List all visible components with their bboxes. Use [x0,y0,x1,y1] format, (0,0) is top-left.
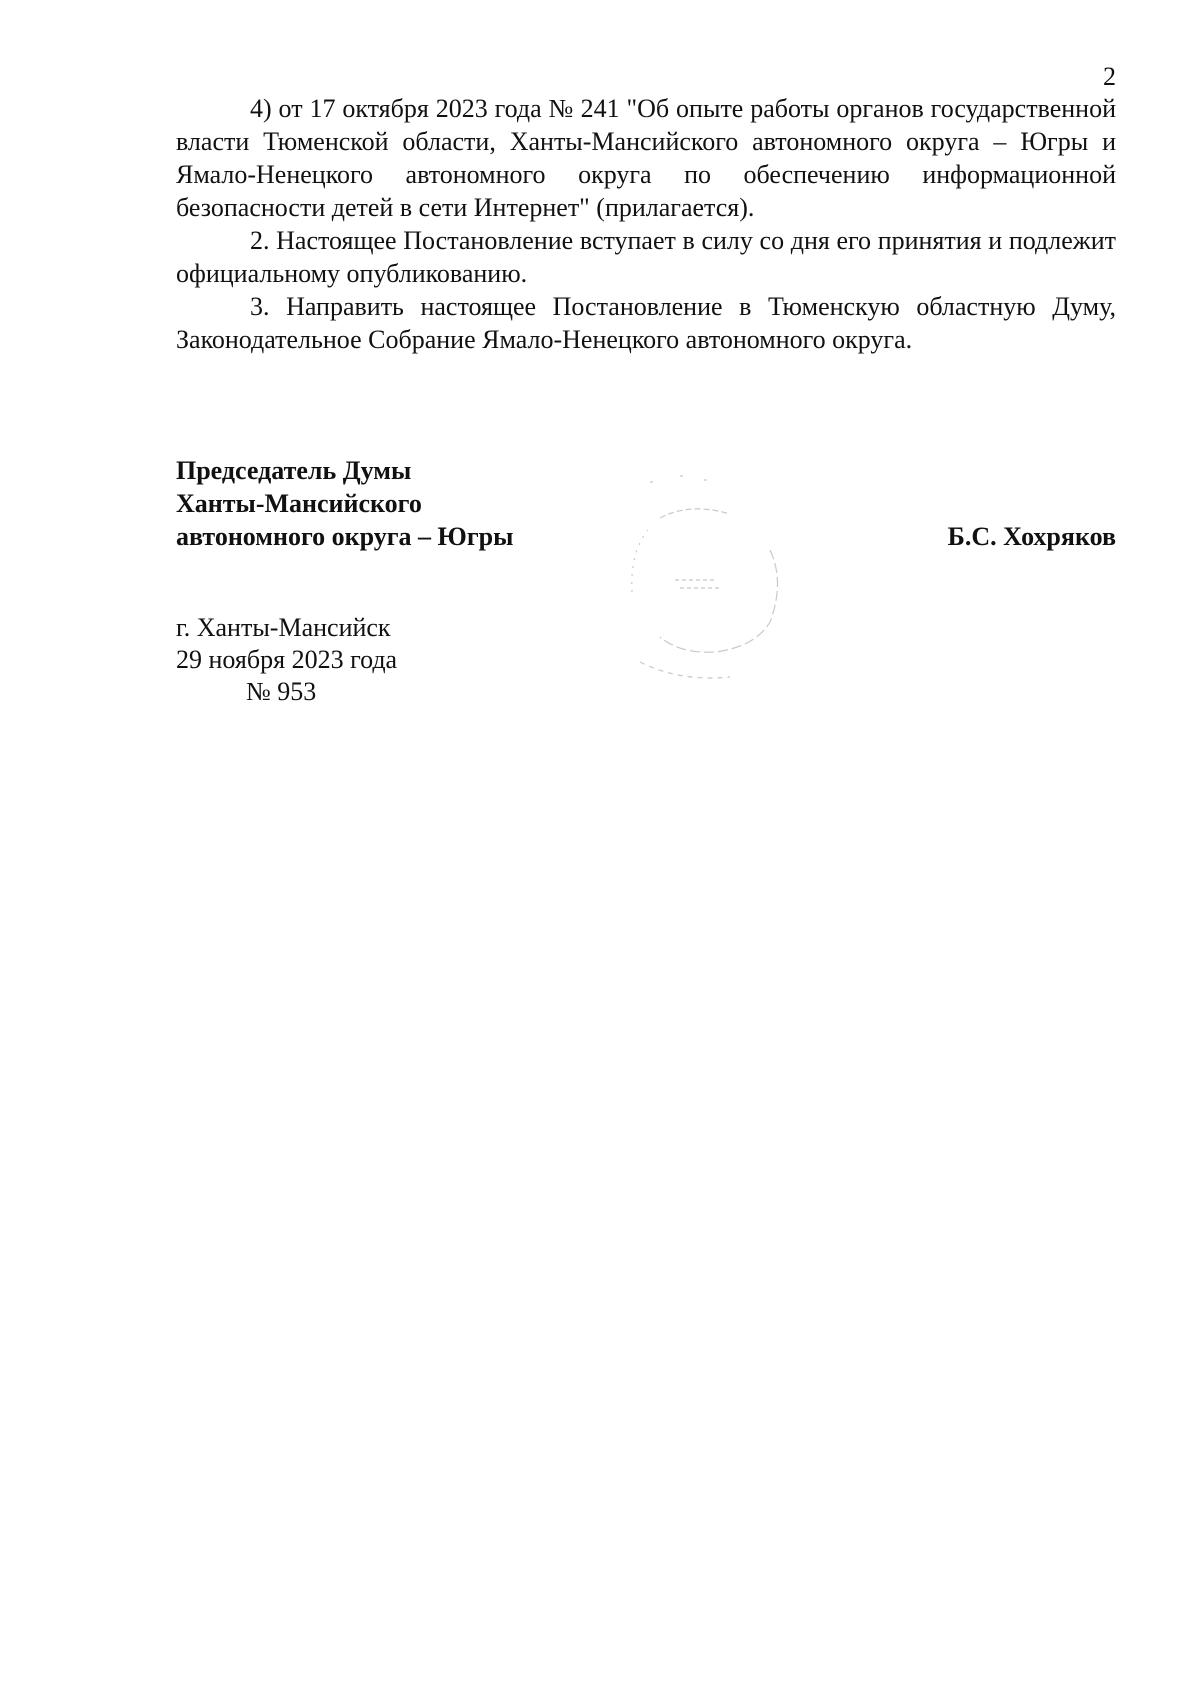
city: г. Ханты-Мансийск [176,613,391,642]
faded-seal-stamp [620,462,810,702]
document-number: № 953 [246,677,317,706]
date: 29 ноября 2023 года [176,645,398,674]
document-body [176,92,1116,356]
page-number: 2 [1103,62,1116,91]
signatory-title-line: Ханты-Мансийского [176,489,422,518]
signatory-title-line: автономного округа – Югры [176,522,514,551]
paragraph-clause-2: 2. Настоящее Постановление вступает в силу со дня его принятия и подлежит официальному опубликованию. [176,226,1116,288]
signatory-name: Б.С. Хохряков [947,522,1116,551]
signatory-title [176,454,513,553]
paragraph-clause-3: 3. Направить настоящее Постановление в Тюменскую областную Думу, Законодательное Собрание Ямало-Ненецкого автономного округа. [176,292,1116,354]
paragraph-item-4: 4) от 17 октября 2023 года № 241 "Об опыте работы органов государственной власти Тюменской области, Ханты-Мансийского автономного округа – Югры и Ямало-Ненецкого автономного округа по обеспечению информационной безопасности детей в сети Интернет" (прилагается). [176,94,1116,222]
place-date-number [176,612,397,708]
signatory-title-line: Председатель Думы [176,456,412,485]
